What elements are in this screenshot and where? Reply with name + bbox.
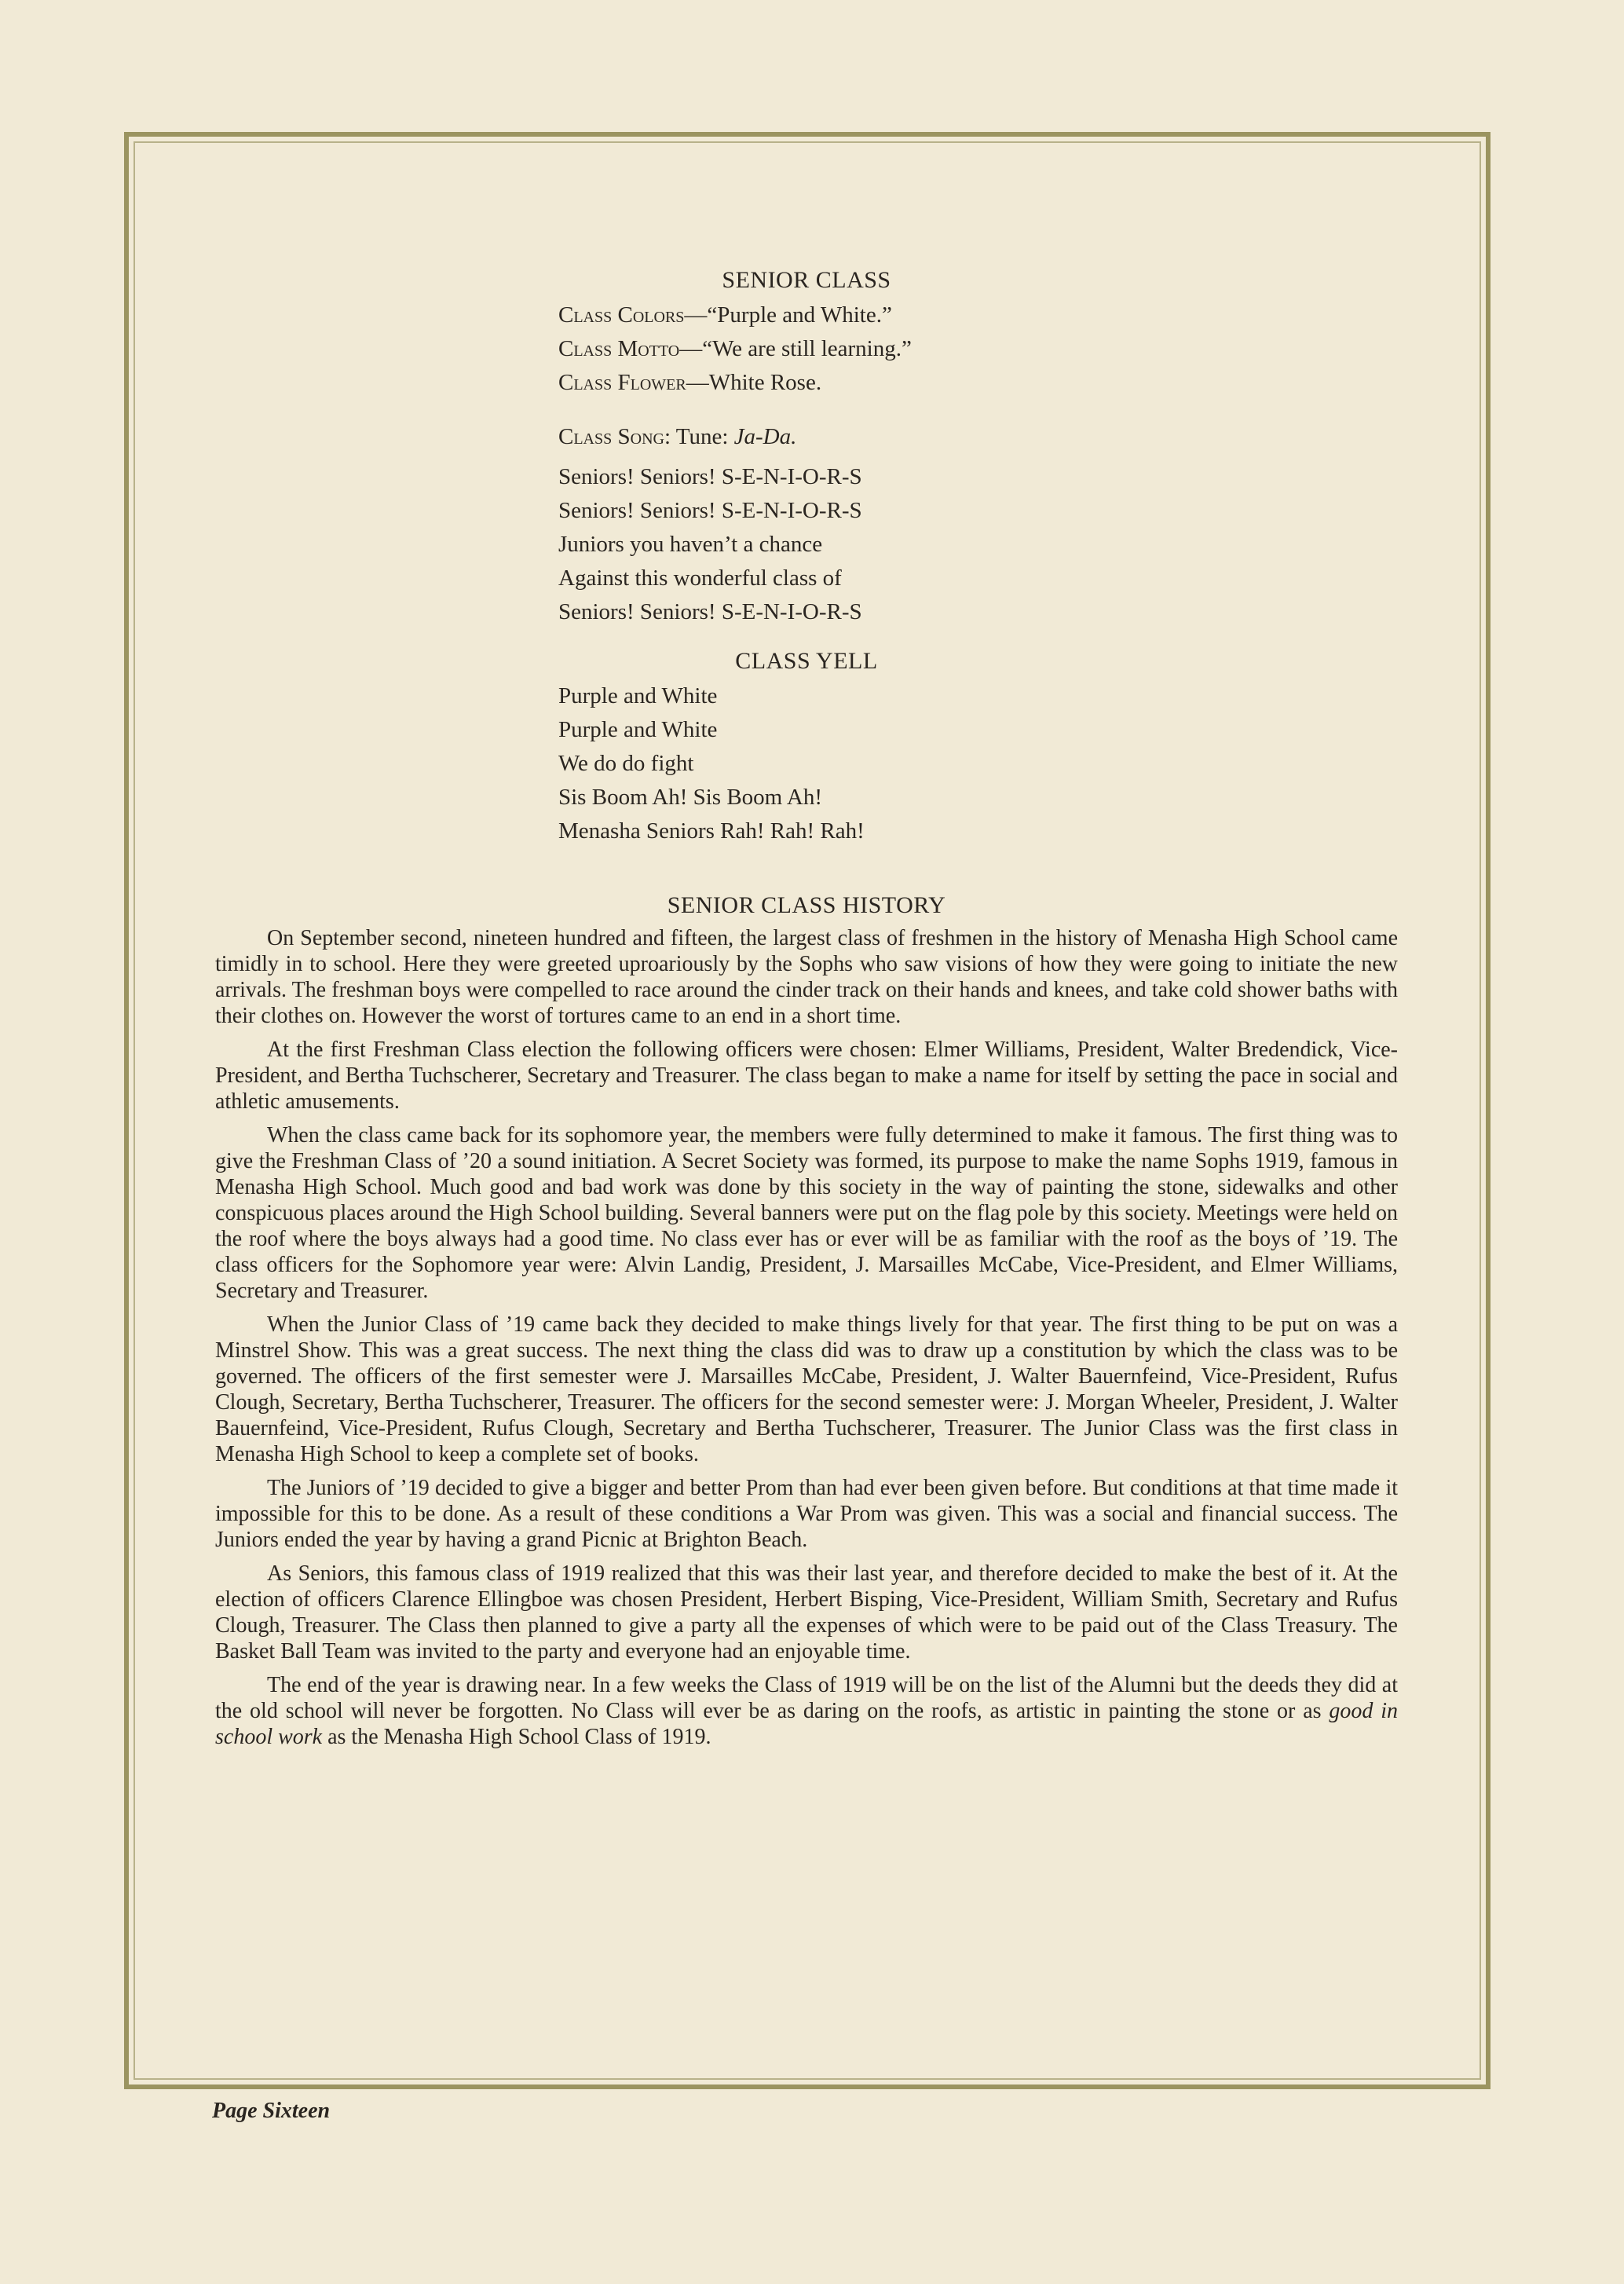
class-song-label: Class Song	[558, 424, 664, 449]
class-motto	[558, 332, 1398, 366]
class-colors-label: Class Colors	[558, 302, 685, 328]
last-paragraph-start: The end of the year is drawing near. In a few weeks the Class of 1919 will be on the list of the Alumni but the deeds they did at the old school will never be forgotten. No Class will ever be as daring on the roofs, as artistic in painting the stone or as	[215, 1673, 1398, 1723]
class-colors-value: —“Purple and White.”	[684, 302, 892, 328]
class-flower	[558, 366, 1398, 400]
spacer	[558, 400, 1398, 420]
last-paragraph-italic: good in school work	[215, 1699, 1399, 1749]
song-line: Seniors! Seniors! S-E-N-I-O-R-S	[558, 599, 862, 624]
class-song	[558, 420, 1398, 454]
class-yell	[558, 679, 1398, 848]
page-content	[215, 267, 1398, 1758]
history-text	[215, 925, 1398, 1750]
page-number: Page Sixteen	[212, 2099, 331, 2123]
history-paragraph: The Juniors of ’19 decided to give a bigger and better Prom than had ever been given before. But conditions at that time made it impossible for this to be done. As a result of these conditions a War Prom was given. This was a social and financial success. The Juniors ended the year by having a grand Picnic at Brighton Beach.	[215, 1476, 1398, 1552]
history-paragraph: As Seniors, this famous class of 1919 realized that this was their last year, and therefore decided to make the best of it. At the election of officers Clarence Ellingboe was chosen President, Herbert Bisping, Vice-President, William Smith, Secretary and Rufus Clough, Treasurer. The Class then planned to give a party all the expenses of which were to be paid out of the Class Treasury. The Basket Ball Team was invited to the party and everyone had an enjoyable time.	[215, 1561, 1398, 1664]
song-line: Seniors! Seniors! S-E-N-I-O-R-S	[558, 498, 862, 523]
class-flower-value: —White Rose.	[686, 370, 822, 395]
yell-line: Purple and White	[558, 717, 718, 742]
class-motto-value: —“We are still learning.”	[679, 336, 912, 361]
class-flower-label: Class Flower	[558, 370, 686, 395]
class-colors	[558, 298, 1398, 332]
history-paragraph-last	[215, 1672, 1398, 1750]
class-facts	[558, 298, 1398, 629]
yell-line: Sis Boom Ah! Sis Boom Ah!	[558, 785, 822, 810]
class-song-tune: Ja-Da.	[733, 424, 797, 449]
song-line: Against this wonderful class of	[558, 566, 842, 591]
history-paragraph: When the class came back for its sophomore year, the members were fully determined to make it famous. The first thing was to give the Freshman Class of ’20 a sound initiation. A Secret Society was formed, its purpose to make the name Sophs 1919, famous in Menasha High School. Much good and bad work was done by this society in the way of painting the stone, sidewalks and other conspicuous places around the High School building. Several banners were put on the flag pole by this society. Meetings were held on the roof where the boys always had a good time. No class ever has or ever will be as familiar with the roof as the boys of ’19. The class officers for the Sophomore year were: Alvin Landig, President, J. Marsailles McCabe, Vice-President, and Elmer Williams, Secretary and Treasurer.	[215, 1123, 1398, 1303]
song-line: Juniors you haven’t a chance	[558, 532, 823, 557]
yell-line: Purple and White	[558, 683, 718, 708]
yell-line: Menasha Seniors Rah! Rah! Rah!	[558, 818, 865, 844]
history-paragraph: On September second, nineteen hundred and fifteen, the largest class of freshmen in the history of Menasha High School came timidly in to school. Here they were greeted uproariously by the Sophs who saw visions of how they were going to initiate the new arrivals. The freshman boys were compelled to race around the cinder track on their hands and knees, and take cold shower baths with their clothes on. However the worst of tortures came to an end in a short time.	[215, 926, 1398, 1028]
song-line: Seniors! Seniors! S-E-N-I-O-R-S	[558, 464, 862, 489]
history-heading: SENIOR CLASS HISTORY	[667, 892, 946, 918]
history-paragraph: When the Junior Class of ’19 came back they decided to make things lively for that year. The first thing to be put on was a Minstrel Show. This was a great success. The next thing the class did was to draw up a constitution by which the class was to be governed. The officers of the first semester were J. Marsailles McCabe, President, J. Walter Bauernfeind, Vice-President, Rufus Clough, Secretary, Bertha Tuchscherer, Treasurer. The officers for the second semester were: J. Morgan Wheeler, President, J. Walter Bauernfeind, Vice-President, Rufus Clough, Secretary and Bertha Tuchscherer, Treasurer. The Junior Class was the first class in Menasha High School to keep a complete set of books.	[215, 1312, 1398, 1466]
history-paragraph: At the first Freshman Class election the following officers were chosen: Elmer Williams, President, Walter Bredendick, Vice-President, and Bertha Tuchscherer, Secretary and Treasurer. The class began to make a name for itself by setting the pace in social and athletic amusements.	[215, 1038, 1398, 1114]
senior-class-heading: SENIOR CLASS	[722, 267, 891, 293]
class-motto-label: Class Motto	[558, 336, 680, 361]
last-paragraph-end: as the Menasha High School Class of 1919.	[322, 1725, 711, 1749]
class-song-tune-prefix: : Tune:	[664, 424, 734, 449]
class-yell-heading: CLASS YELL	[735, 648, 878, 674]
yell-line: We do do fight	[558, 751, 694, 776]
